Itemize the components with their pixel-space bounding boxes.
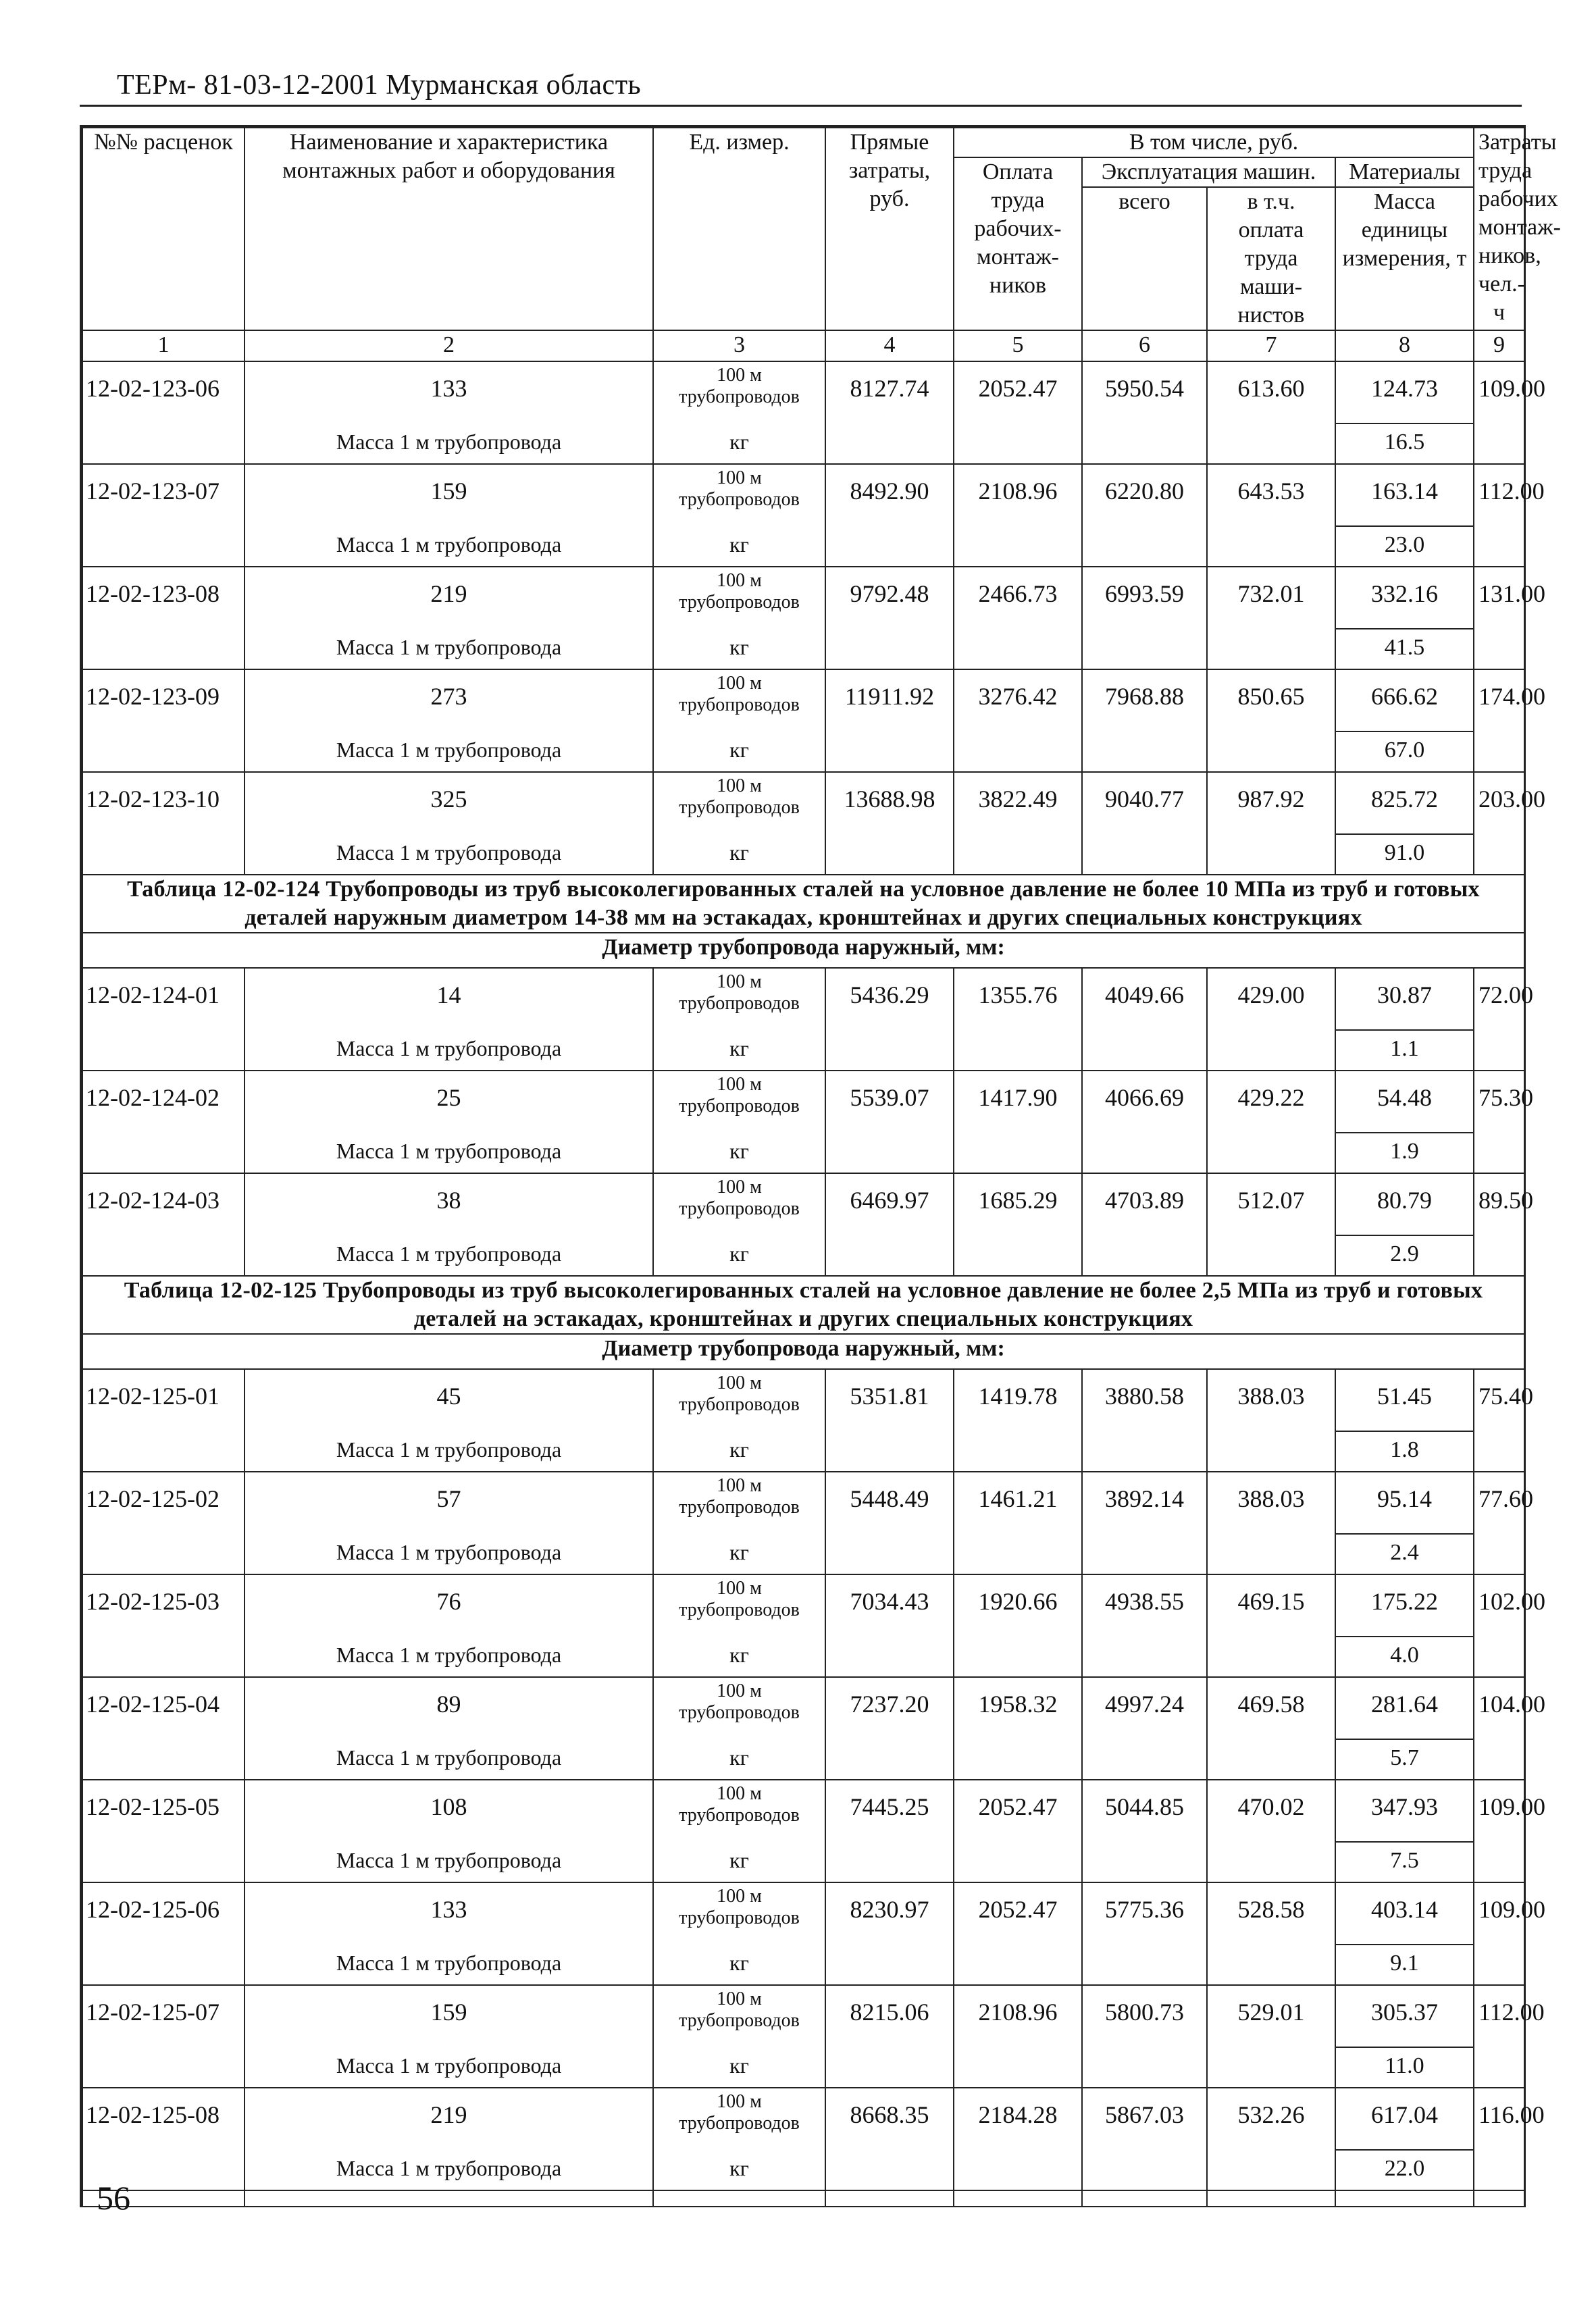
labor-pay: 2052.47	[954, 361, 1082, 464]
machines-labor-pay: 613.60	[1207, 361, 1335, 464]
mass-label: Масса 1 м трубопровода	[244, 1133, 653, 1173]
col-unit-header: Ед. измер.	[653, 128, 825, 330]
direct-cost: 8127.74	[825, 361, 954, 464]
materials-cost: 95.14	[1335, 1472, 1474, 1534]
work-name: 133	[244, 361, 653, 423]
mass-label: Масса 1 м трубопровода	[244, 526, 653, 567]
unit-main: 100 м трубопроводов	[653, 1173, 825, 1235]
labor-hours: 109.00	[1474, 361, 1524, 464]
rate-code: 12-02-123-09	[82, 669, 244, 772]
mass-label: Масса 1 м трубопровода	[244, 1945, 653, 1985]
mass-label: Масса 1 м трубопровода	[244, 1637, 653, 1677]
column-number: 1	[82, 330, 244, 361]
spacer-cell	[1335, 2190, 1474, 2207]
materials-cost: 825.72	[1335, 772, 1474, 834]
spacer-cell	[1474, 2190, 1524, 2207]
direct-cost: 5351.81	[825, 1369, 954, 1472]
unit-mass: кг	[653, 1534, 825, 1574]
work-name: 38	[244, 1173, 653, 1235]
pipe-mass: 22.0	[1335, 2150, 1474, 2190]
labor-pay: 2108.96	[954, 1985, 1082, 2088]
rates-sheet	[80, 125, 1561, 2207]
column-number: 6	[1082, 330, 1207, 361]
rate-row	[82, 1574, 1524, 1637]
labor-hours: 116.00	[1474, 2088, 1524, 2190]
machines-labor-pay: 429.00	[1207, 968, 1335, 1071]
materials-cost: 403.14	[1335, 1882, 1474, 1945]
machines-labor-pay: 532.26	[1207, 2088, 1335, 2190]
unit-main: 100 м трубопроводов	[653, 1882, 825, 1945]
spacer-cell	[1082, 2190, 1207, 2207]
col-labor-pay-header: Оплата труда рабочих-монтаж-ников	[954, 157, 1082, 330]
table-title: Таблица 12-02-125 Трубопроводы из труб высоколегированных сталей на условное давление не более 2,5 МПа из труб и готовых деталей на эстакадах, кронштейнах и других специальных конструкциях	[82, 1276, 1524, 1334]
col-name-header: Наименование и характеристика монтажных работ и оборудования	[244, 128, 653, 330]
direct-cost: 6469.97	[825, 1173, 954, 1276]
rate-code: 12-02-125-07	[82, 1985, 244, 2088]
unit-mass: кг	[653, 834, 825, 875]
machines-total: 4997.24	[1082, 1677, 1207, 1780]
machines-labor-pay: 469.58	[1207, 1677, 1335, 1780]
machines-total: 5044.85	[1082, 1780, 1207, 1882]
machines-total: 5867.03	[1082, 2088, 1207, 2190]
direct-cost: 5436.29	[825, 968, 954, 1071]
unit-main: 100 м трубопроводов	[653, 1677, 825, 1739]
mass-label: Масса 1 м трубопровода	[244, 1030, 653, 1071]
rate-code: 12-02-123-08	[82, 567, 244, 669]
work-name: 57	[244, 1472, 653, 1534]
direct-cost: 8230.97	[825, 1882, 954, 1985]
direct-cost: 8668.35	[825, 2088, 954, 2190]
labor-hours: 109.00	[1474, 1780, 1524, 1882]
labor-pay: 3822.49	[954, 772, 1082, 875]
column-number: 3	[653, 330, 825, 361]
materials-cost: 51.45	[1335, 1369, 1474, 1431]
direct-cost: 11911.92	[825, 669, 954, 772]
machines-labor-pay: 429.22	[1207, 1071, 1335, 1173]
pipe-mass: 91.0	[1335, 834, 1474, 875]
column-number: 4	[825, 330, 954, 361]
mass-label: Масса 1 м трубопровода	[244, 2047, 653, 2088]
materials-cost: 617.04	[1335, 2088, 1474, 2150]
direct-cost: 7237.20	[825, 1677, 954, 1780]
materials-cost: 281.64	[1335, 1677, 1474, 1739]
pipe-mass: 7.5	[1335, 1842, 1474, 1882]
machines-labor-pay: 470.02	[1207, 1780, 1335, 1882]
unit-mass: кг	[653, 1431, 825, 1472]
mass-label: Масса 1 м трубопровода	[244, 1739, 653, 1780]
column-number: 8	[1335, 330, 1474, 361]
pipe-mass: 41.5	[1335, 629, 1474, 669]
labor-hours: 109.00	[1474, 1882, 1524, 1985]
col-machines-total-header: всего	[1082, 187, 1207, 330]
col-direct-header: Прямые затраты, руб.	[825, 128, 954, 330]
machines-labor-pay: 987.92	[1207, 772, 1335, 875]
unit-mass: кг	[653, 1133, 825, 1173]
diameter-subheader: Диаметр трубопровода наружный, мм:	[82, 933, 1524, 968]
col-machines-incl-header: в т.ч. оплата труда маши-нистов	[1207, 187, 1335, 330]
unit-mass: кг	[653, 1945, 825, 1985]
rate-code: 12-02-124-01	[82, 968, 244, 1071]
mass-label: Масса 1 м трубопровода	[244, 1534, 653, 1574]
work-name: 219	[244, 567, 653, 629]
materials-cost: 54.48	[1335, 1071, 1474, 1133]
column-number: 2	[244, 330, 653, 361]
rate-code: 12-02-125-04	[82, 1677, 244, 1780]
col-materials-header: Материалы	[1335, 157, 1474, 187]
labor-pay: 2466.73	[954, 567, 1082, 669]
work-name: 45	[244, 1369, 653, 1431]
machines-labor-pay: 388.03	[1207, 1472, 1335, 1574]
diameter-subheader-row	[82, 1334, 1524, 1369]
work-name: 108	[244, 1780, 653, 1842]
work-name: 25	[244, 1071, 653, 1133]
pipe-mass: 67.0	[1335, 731, 1474, 772]
labor-hours: 203.00	[1474, 772, 1524, 875]
rates-table	[82, 127, 1561, 2207]
unit-main: 100 м трубопроводов	[653, 1985, 825, 2047]
spacer-cell	[825, 2190, 954, 2207]
work-name: 133	[244, 1882, 653, 1945]
labor-pay: 1417.90	[954, 1071, 1082, 1173]
col-code-header: №№ расценок	[82, 128, 244, 330]
unit-mass: кг	[653, 731, 825, 772]
unit-main: 100 м трубопроводов	[653, 1369, 825, 1431]
table-title: Таблица 12-02-124 Трубопроводы из труб высоколегированных сталей на условное давление не более 10 МПа из труб и готовых деталей наружным диаметром 14-38 мм на эстакадах, кронштейнах и других специальных конструкциях	[82, 875, 1524, 933]
spacer-cell	[244, 2190, 653, 2207]
work-name: 159	[244, 464, 653, 526]
mass-label: Масса 1 м трубопровода	[244, 1842, 653, 1882]
machines-total: 6220.80	[1082, 464, 1207, 567]
materials-cost: 332.16	[1335, 567, 1474, 629]
work-name: 273	[244, 669, 653, 731]
rate-code: 12-02-123-07	[82, 464, 244, 567]
mass-label: Масса 1 м трубопровода	[244, 2150, 653, 2190]
unit-mass: кг	[653, 2150, 825, 2190]
labor-pay: 2184.28	[954, 2088, 1082, 2190]
rate-row	[82, 772, 1524, 834]
unit-mass: кг	[653, 423, 825, 464]
rate-code: 12-02-124-03	[82, 1173, 244, 1276]
rate-code: 12-02-125-08	[82, 2088, 244, 2190]
rate-code: 12-02-123-06	[82, 361, 244, 464]
rate-code: 12-02-123-10	[82, 772, 244, 875]
column-number: 7	[1207, 330, 1335, 361]
col-incl-header: В том числе, руб.	[954, 128, 1474, 157]
labor-pay: 1419.78	[954, 1369, 1082, 1472]
direct-cost: 7034.43	[825, 1574, 954, 1677]
unit-main: 100 м трубопроводов	[653, 669, 825, 731]
mass-label: Масса 1 м трубопровода	[244, 423, 653, 464]
machines-total: 9040.77	[1082, 772, 1207, 875]
column-numbers-row	[82, 330, 1524, 361]
unit-mass: кг	[653, 1235, 825, 1276]
labor-hours: 112.00	[1474, 464, 1524, 567]
mass-label: Масса 1 м трубопровода	[244, 629, 653, 669]
column-number: 9	[1474, 330, 1524, 361]
rate-row	[82, 361, 1524, 423]
machines-labor-pay: 850.65	[1207, 669, 1335, 772]
pipe-mass: 2.9	[1335, 1235, 1474, 1276]
direct-cost: 5539.07	[825, 1071, 954, 1173]
machines-total: 4049.66	[1082, 968, 1207, 1071]
labor-hours: 174.00	[1474, 669, 1524, 772]
diameter-subheader-row	[82, 933, 1524, 968]
rate-row	[82, 1369, 1524, 1431]
mass-label: Масса 1 м трубопровода	[244, 1431, 653, 1472]
machines-labor-pay: 388.03	[1207, 1369, 1335, 1472]
rate-row	[82, 1472, 1524, 1534]
work-name: 76	[244, 1574, 653, 1637]
machines-total: 7968.88	[1082, 669, 1207, 772]
materials-cost: 163.14	[1335, 464, 1474, 526]
col-materials-mass-header: Масса единицы измерения, т	[1335, 187, 1474, 330]
rate-row	[82, 567, 1524, 629]
labor-hours: 131.00	[1474, 567, 1524, 669]
pipe-mass: 2.4	[1335, 1534, 1474, 1574]
labor-pay: 2052.47	[954, 1780, 1082, 1882]
labor-pay: 2108.96	[954, 464, 1082, 567]
unit-main: 100 м трубопроводов	[653, 1780, 825, 1842]
col-labor-header: Затраты труда рабочих монтаж-ников, чел.-ч	[1474, 128, 1524, 330]
rate-row	[82, 1780, 1524, 1842]
rate-row	[82, 2088, 1524, 2150]
machines-total: 4703.89	[1082, 1173, 1207, 1276]
unit-main: 100 м трубопроводов	[653, 1574, 825, 1637]
unit-mass: кг	[653, 2047, 825, 2088]
labor-hours: 104.00	[1474, 1677, 1524, 1780]
rate-code: 12-02-125-06	[82, 1882, 244, 1985]
machines-labor-pay: 528.58	[1207, 1882, 1335, 1985]
mass-label: Масса 1 м трубопровода	[244, 834, 653, 875]
labor-hours: 75.40	[1474, 1369, 1524, 1472]
mass-label: Масса 1 м трубопровода	[244, 731, 653, 772]
rate-code: 12-02-125-03	[82, 1574, 244, 1677]
materials-cost: 305.37	[1335, 1985, 1474, 2047]
rate-row	[82, 1173, 1524, 1235]
pipe-mass: 1.9	[1335, 1133, 1474, 1173]
page-number: 56	[97, 2179, 130, 2217]
unit-main: 100 м трубопроводов	[653, 772, 825, 834]
header-rule	[80, 105, 1522, 107]
pipe-mass: 16.5	[1335, 423, 1474, 464]
labor-hours: 75.30	[1474, 1071, 1524, 1173]
rate-code: 12-02-125-05	[82, 1780, 244, 1882]
machines-total: 5950.54	[1082, 361, 1207, 464]
rate-row	[82, 968, 1524, 1030]
work-name: 159	[244, 1985, 653, 2047]
pipe-mass: 1.8	[1335, 1431, 1474, 1472]
rate-row	[82, 1882, 1524, 1945]
mass-label: Масса 1 м трубопровода	[244, 1235, 653, 1276]
machines-total: 5775.36	[1082, 1882, 1207, 1985]
document-header: ТЕРм- 81-03-12-2001 Мурманская область	[117, 70, 642, 101]
machines-total: 6993.59	[1082, 567, 1207, 669]
unit-mass: кг	[653, 1842, 825, 1882]
materials-cost: 666.62	[1335, 669, 1474, 731]
direct-cost: 8215.06	[825, 1985, 954, 2088]
unit-main: 100 м трубопроводов	[653, 361, 825, 423]
rate-row	[82, 1985, 1524, 2047]
machines-labor-pay: 529.01	[1207, 1985, 1335, 2088]
unit-mass: кг	[653, 526, 825, 567]
labor-hours: 72.00	[1474, 968, 1524, 1071]
materials-cost: 124.73	[1335, 361, 1474, 423]
machines-total: 3892.14	[1082, 1472, 1207, 1574]
pipe-mass: 23.0	[1335, 526, 1474, 567]
rate-row	[82, 464, 1524, 526]
unit-main: 100 м трубопроводов	[653, 1472, 825, 1534]
spacer-cell	[653, 2190, 825, 2207]
labor-pay: 2052.47	[954, 1882, 1082, 1985]
pipe-mass: 5.7	[1335, 1739, 1474, 1780]
machines-labor-pay: 512.07	[1207, 1173, 1335, 1276]
materials-cost: 80.79	[1335, 1173, 1474, 1235]
labor-hours: 77.60	[1474, 1472, 1524, 1574]
unit-main: 100 м трубопроводов	[653, 567, 825, 629]
pipe-mass: 1.1	[1335, 1030, 1474, 1071]
labor-hours: 89.50	[1474, 1173, 1524, 1276]
direct-cost: 7445.25	[825, 1780, 954, 1882]
unit-main: 100 м трубопроводов	[653, 1071, 825, 1133]
rate-code: 12-02-125-02	[82, 1472, 244, 1574]
unit-main: 100 м трубопроводов	[653, 968, 825, 1030]
labor-pay: 1685.29	[954, 1173, 1082, 1276]
rate-code: 12-02-125-01	[82, 1369, 244, 1472]
machines-labor-pay: 732.01	[1207, 567, 1335, 669]
materials-cost: 347.93	[1335, 1780, 1474, 1842]
col-machines-header: Эксплуатация машин.	[1082, 157, 1335, 187]
work-name: 14	[244, 968, 653, 1030]
machines-total: 4066.69	[1082, 1071, 1207, 1173]
direct-cost: 8492.90	[825, 464, 954, 567]
unit-mass: кг	[653, 1739, 825, 1780]
machines-total: 5800.73	[1082, 1985, 1207, 2088]
work-name: 89	[244, 1677, 653, 1739]
work-name: 219	[244, 2088, 653, 2150]
pipe-mass: 4.0	[1335, 1637, 1474, 1677]
rate-row	[82, 1677, 1524, 1739]
machines-total: 3880.58	[1082, 1369, 1207, 1472]
labor-pay: 1461.21	[954, 1472, 1082, 1574]
work-name: 325	[244, 772, 653, 834]
header-row-1	[82, 128, 1524, 157]
unit-main: 100 м трубопроводов	[653, 464, 825, 526]
labor-pay: 3276.42	[954, 669, 1082, 772]
machines-labor-pay: 469.15	[1207, 1574, 1335, 1677]
labor-pay: 1355.76	[954, 968, 1082, 1071]
rate-row	[82, 669, 1524, 731]
direct-cost: 5448.49	[825, 1472, 954, 1574]
direct-cost: 13688.98	[825, 772, 954, 875]
pipe-mass: 11.0	[1335, 2047, 1474, 2088]
table-end-spacer	[82, 2190, 1524, 2207]
labor-hours: 112.00	[1474, 1985, 1524, 2088]
pipe-mass: 9.1	[1335, 1945, 1474, 1985]
machines-total: 4938.55	[1082, 1574, 1207, 1677]
column-number: 5	[954, 330, 1082, 361]
diameter-subheader: Диаметр трубопровода наружный, мм:	[82, 1334, 1524, 1369]
machines-labor-pay: 643.53	[1207, 464, 1335, 567]
unit-main: 100 м трубопроводов	[653, 2088, 825, 2150]
materials-cost: 175.22	[1335, 1574, 1474, 1637]
unit-mass: кг	[653, 1637, 825, 1677]
labor-pay: 1958.32	[954, 1677, 1082, 1780]
unit-mass: кг	[653, 1030, 825, 1071]
rate-row	[82, 1071, 1524, 1133]
labor-pay: 1920.66	[954, 1574, 1082, 1677]
table-125-title-row	[82, 1276, 1524, 1334]
direct-cost: 9792.48	[825, 567, 954, 669]
labor-hours: 102.00	[1474, 1574, 1524, 1677]
materials-cost: 30.87	[1335, 968, 1474, 1030]
rate-code: 12-02-124-02	[82, 1071, 244, 1173]
unit-mass: кг	[653, 629, 825, 669]
table-124-title-row	[82, 875, 1524, 933]
spacer-cell	[1207, 2190, 1335, 2207]
spacer-cell	[954, 2190, 1082, 2207]
